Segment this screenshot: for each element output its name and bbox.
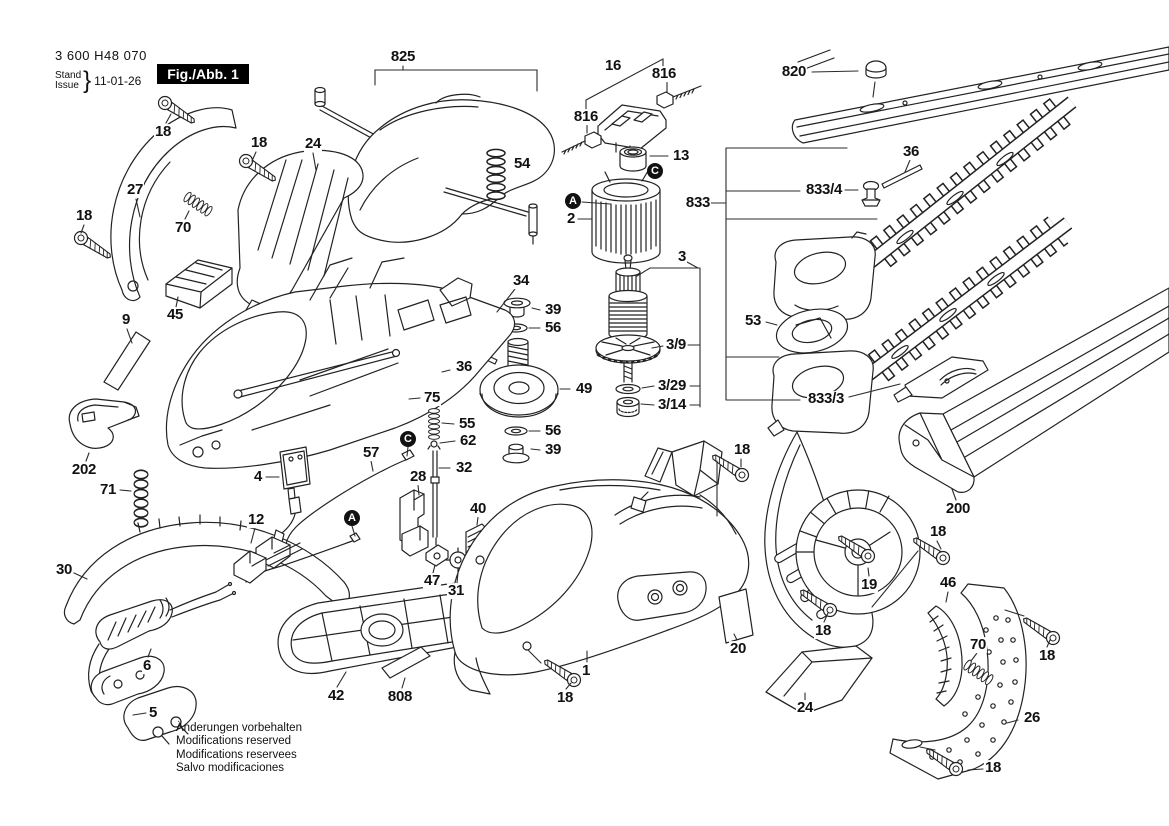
part-label: 16 <box>604 57 622 75</box>
blade-base-upper <box>774 232 875 319</box>
armature-3 <box>596 255 660 417</box>
spring-55 <box>428 409 439 440</box>
note-line: Salvo modificaciones <box>176 762 285 775</box>
part-label: 47 <box>423 572 441 590</box>
part-label: 18 <box>75 207 93 225</box>
note-line: Modifications reservees <box>176 748 297 761</box>
part-label: 1 <box>581 662 591 680</box>
part-label: 34 <box>512 272 530 290</box>
grip-pad-45 <box>166 260 232 308</box>
part-label: 4 <box>253 468 263 486</box>
spring-71 <box>134 470 148 527</box>
part-label: 2 <box>566 210 576 228</box>
index-badge: A <box>565 193 581 209</box>
part-label: 825 <box>390 48 416 66</box>
part-label: 45 <box>166 306 184 324</box>
cap-button-820 <box>866 61 886 78</box>
part-label: 18 <box>154 123 172 141</box>
part-label: 27 <box>126 181 144 199</box>
spring-70-left <box>183 191 214 217</box>
part-label: 54 <box>513 155 531 173</box>
part-label: 6 <box>142 657 152 675</box>
part-label: 56 <box>544 319 562 337</box>
part-label: 3/29 <box>658 377 686 395</box>
part-label: 200 <box>945 500 971 518</box>
screw-833-4 <box>862 182 880 207</box>
part-label: 820 <box>781 63 807 81</box>
bracket-28 <box>400 490 428 556</box>
pivot-47 <box>426 538 448 566</box>
label-sticker-9 <box>104 332 150 390</box>
part-label: 42 <box>327 687 345 705</box>
part-label: 816 <box>651 65 677 83</box>
part-label: 49 <box>575 380 593 398</box>
connector-plate-833-3 <box>894 357 988 402</box>
part-label: 31 <box>447 582 465 600</box>
trigger-202 <box>69 399 139 448</box>
issue-date: 11-01-26 <box>94 74 142 88</box>
part-label: 3/14 <box>658 396 686 414</box>
part-label: 62 <box>459 432 477 450</box>
part-label: 28 <box>409 468 427 486</box>
part-label: 75 <box>423 389 441 407</box>
part-label: 40 <box>469 500 487 518</box>
part-label: 18 <box>733 441 751 459</box>
part-label: 36 <box>902 143 920 161</box>
part-label: 24 <box>304 135 322 153</box>
part-label: 18 <box>929 523 947 541</box>
part-label: 39 <box>544 441 562 459</box>
part-label: 9 <box>121 311 131 329</box>
part-label: 5 <box>148 704 158 722</box>
base-guard-24-bottom <box>766 646 872 717</box>
part-label: 816 <box>573 108 599 126</box>
part-label: 833 <box>685 194 711 212</box>
issue-label: Issue <box>55 80 79 91</box>
carbon-brush-816-right <box>657 86 701 108</box>
part-label: 3/9 <box>666 336 686 354</box>
stator-2 <box>592 171 660 263</box>
note-line: Änderungen vorbehalten <box>176 722 302 734</box>
bearing-13 <box>620 147 646 171</box>
part-label: 18 <box>250 134 268 152</box>
part-label: 18 <box>556 689 574 707</box>
part-label: 70 <box>969 636 987 654</box>
guard-rail-820 <box>792 47 1169 143</box>
note-line: Modifications reserved <box>176 735 292 748</box>
part-label: 26 <box>1023 709 1041 727</box>
part-label: 18 <box>1038 647 1056 665</box>
title-block <box>55 48 147 95</box>
carbon-brush-816-left <box>562 132 601 154</box>
document-number: 3 600 H48 070 <box>55 48 147 63</box>
part-label: 18 <box>984 759 1002 777</box>
part-label: 13 <box>672 147 690 165</box>
part-label: 3 <box>677 248 687 266</box>
part-label: 18 <box>814 622 832 640</box>
index-badge: A <box>344 510 360 526</box>
modification-notes <box>176 722 302 776</box>
stand-label: Stand <box>55 70 82 81</box>
part-label: 12 <box>247 511 265 529</box>
cable-clamp-12 <box>234 537 302 583</box>
washer-56-bottom <box>505 427 527 435</box>
part-label: 71 <box>99 481 117 499</box>
part-label: 55 <box>458 415 476 433</box>
part-label: 56 <box>544 422 562 440</box>
part-label: 70 <box>174 219 192 237</box>
part-label: 20 <box>729 640 747 658</box>
brace-glyph: } <box>83 67 92 94</box>
part-label: 53 <box>744 312 762 330</box>
part-label: 24 <box>796 699 814 717</box>
housing-main-1 <box>450 480 748 694</box>
bushing-39-bottom <box>503 444 529 463</box>
index-badge: C <box>647 163 663 179</box>
part-label: 57 <box>362 444 380 462</box>
part-label: 808 <box>387 688 413 706</box>
part-label: 833/4 <box>805 181 843 199</box>
pin-36-top <box>882 165 922 188</box>
part-label: 39 <box>544 301 562 319</box>
figure-label: Fig./Abb. 1 <box>157 64 249 84</box>
clip-62 <box>428 441 440 449</box>
part-label: 46 <box>939 574 957 592</box>
part-label: 202 <box>71 461 97 479</box>
index-badge: C <box>400 431 416 447</box>
rod-32 <box>431 451 439 537</box>
part-label: 19 <box>860 576 878 594</box>
guard-insert-46 <box>928 606 962 706</box>
part-label: 30 <box>55 561 73 579</box>
part-label: 32 <box>455 459 473 477</box>
part-label: 833/3 <box>807 390 845 408</box>
label-sticker-20 <box>719 589 753 643</box>
part-label: 36 <box>455 358 473 376</box>
